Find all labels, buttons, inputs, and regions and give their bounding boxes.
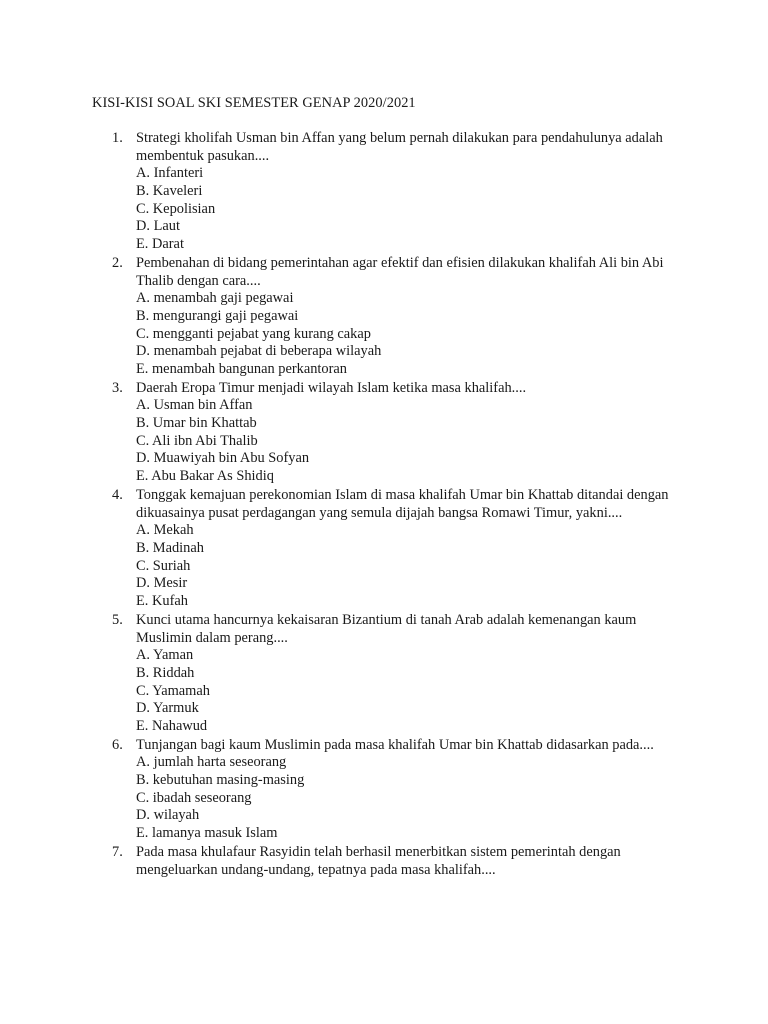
answer-option: C. Suriah xyxy=(136,557,191,574)
answer-option: B. Riddah xyxy=(136,664,195,681)
answer-option: B. mengurangi gaji pegawai xyxy=(136,307,299,324)
answer-option: B. kebutuhan masing-masing xyxy=(136,771,305,788)
question-item xyxy=(92,129,682,254)
question-text: Pada masa khulafaur Rasyidin telah berhasil menerbitkan sistem pemerintah dengan mengeluarkan undang-undang, tepatnya pada masa khalifah.... xyxy=(136,843,621,878)
answer-option: A. menambah gaji pegawai xyxy=(136,289,294,306)
answer-option: A. jumlah harta seseorang xyxy=(136,753,287,770)
question-item xyxy=(92,254,682,379)
question-number: 2. xyxy=(112,254,123,271)
question-text: Pembenahan di bidang pemerintahan agar efektif dan efisien dilakukan khalifah Ali bin Abi Thalib dengan cara.... xyxy=(136,254,664,289)
option-list xyxy=(136,397,682,486)
option-list xyxy=(136,522,682,611)
answer-option: E. Darat xyxy=(136,236,184,253)
answer-option: D. Laut xyxy=(136,218,180,235)
question-item xyxy=(92,611,682,736)
option-list xyxy=(136,290,682,379)
answer-option: C. mengganti pejabat yang kurang cakap xyxy=(136,325,371,342)
question-number: 3. xyxy=(112,379,123,396)
answer-option: D. menambah pejabat di beberapa wilayah xyxy=(136,343,382,360)
answer-option: C. Kepolisian xyxy=(136,200,216,217)
question-list xyxy=(92,129,682,879)
answer-option: D. Yarmuk xyxy=(136,700,199,717)
question-number: 5. xyxy=(112,611,123,628)
answer-option: C. Yamamah xyxy=(136,682,210,699)
answer-option: C. Ali ibn Abi Thalib xyxy=(136,432,258,449)
question-item xyxy=(92,736,682,843)
question-item xyxy=(92,486,682,611)
answer-option: E. Abu Bakar As Shidiq xyxy=(136,468,274,485)
answer-option: B. Umar bin Khattab xyxy=(136,414,257,431)
question-number: 4. xyxy=(112,486,123,503)
answer-option: E. Nahawud xyxy=(136,718,208,735)
option-list xyxy=(136,647,682,736)
option-list xyxy=(136,165,682,254)
question-text: Daerah Eropa Timur menjadi wilayah Islam ketika masa khalifah.... xyxy=(136,379,527,396)
answer-option: D. Muawiyah bin Abu Sofyan xyxy=(136,450,310,467)
answer-option: D. wilayah xyxy=(136,807,200,824)
answer-option: A. Yaman xyxy=(136,646,194,663)
question-number: 7. xyxy=(112,843,123,860)
answer-option: B. Kaveleri xyxy=(136,182,203,199)
question-number: 1. xyxy=(112,130,123,146)
answer-option: C. ibadah seseorang xyxy=(136,789,252,806)
answer-option: A. Infanteri xyxy=(136,165,204,181)
question-text: Kunci utama hancurnya kekaisaran Bizantium di tanah Arab adalah kemenangan kaum Muslimin dalam perang.... xyxy=(136,611,637,646)
question-text: Tonggak kemajuan perekonomian Islam di masa khalifah Umar bin Khattab ditandai dengan dikuasainya pusat perdagangan yang semula dijajah bangsa Romawi Timur, yakni.... xyxy=(136,486,669,521)
answer-option: E. lamanya masuk Islam xyxy=(136,825,278,842)
answer-option: A. Mekah xyxy=(136,521,194,538)
answer-option: A. Usman bin Affan xyxy=(136,396,253,413)
answer-option: D. Mesir xyxy=(136,575,188,592)
option-list xyxy=(136,754,682,843)
document-title: KISI-KISI SOAL SKI SEMESTER GENAP 2020/2021 xyxy=(92,95,416,111)
question-item xyxy=(92,379,682,486)
question-number: 6. xyxy=(112,736,123,753)
answer-option: B. Madinah xyxy=(136,539,204,556)
question-text: Tunjangan bagi kaum Muslimin pada masa khalifah Umar bin Khattab didasarkan pada.... xyxy=(136,736,654,753)
question-item xyxy=(92,843,682,879)
answer-option: E. Kufah xyxy=(136,593,188,610)
question-text: Strategi kholifah Usman bin Affan yang belum pernah dilakukan para pendahulunya adalah membentuk pasukan.... xyxy=(136,130,663,164)
answer-option: E. menambah bangunan perkantoran xyxy=(136,361,347,378)
